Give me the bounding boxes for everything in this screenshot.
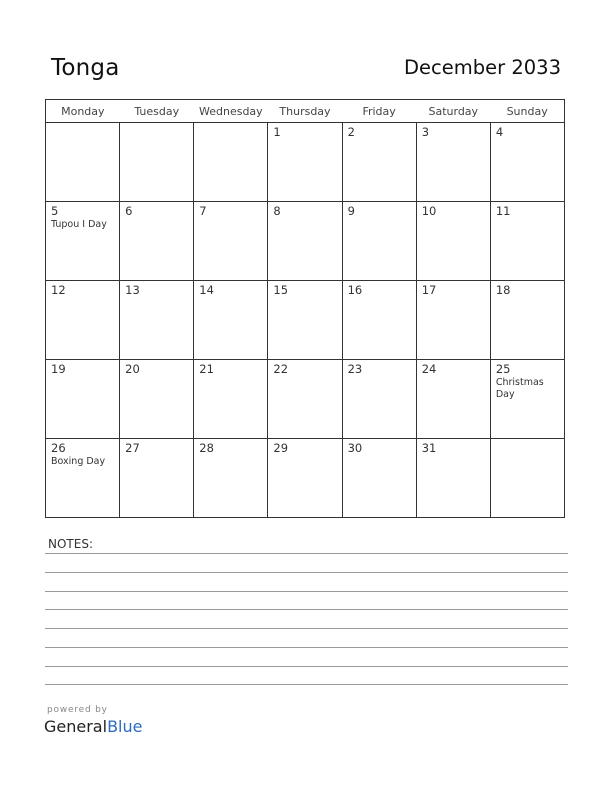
weekday-wednesday: Wednesday <box>194 100 268 123</box>
day-cell <box>46 202 120 281</box>
day-number: 14 <box>199 283 214 297</box>
day-number: 11 <box>495 204 511 218</box>
day-cell <box>120 360 194 439</box>
day-number: 15 <box>273 283 289 297</box>
note-line <box>45 647 568 648</box>
weekday-sunday: Sunday <box>490 100 564 123</box>
week-row <box>46 281 565 360</box>
day-cell <box>342 360 416 439</box>
day-number: 2 <box>347 125 355 139</box>
day-number: 18 <box>495 283 511 297</box>
holiday-label: Boxing Day <box>51 456 106 467</box>
powered-by-text: powered by <box>47 705 108 715</box>
day-cell <box>194 202 268 281</box>
day-number: 4 <box>495 125 504 139</box>
day-cell <box>46 281 120 360</box>
day-cell <box>194 439 268 518</box>
day-cell <box>342 202 416 281</box>
day-cell <box>416 123 490 202</box>
note-line <box>45 591 568 592</box>
weekday-monday: Monday <box>46 100 120 123</box>
weekday-saturday: Saturday <box>416 100 490 123</box>
note-line <box>45 609 568 610</box>
note-line <box>45 666 568 667</box>
day-number: 19 <box>51 362 66 376</box>
day-cell <box>120 202 194 281</box>
brand-part-general: General <box>44 717 108 736</box>
day-cell <box>268 360 342 439</box>
day-cell <box>342 281 416 360</box>
note-line <box>45 684 568 685</box>
day-number: 16 <box>347 283 363 297</box>
day-cell <box>490 123 564 202</box>
day-number: 10 <box>421 204 437 218</box>
day-number: 9 <box>347 204 355 218</box>
day-cell <box>416 281 490 360</box>
day-cell <box>194 360 268 439</box>
month-year-title: December 2033 <box>404 56 561 79</box>
week-row <box>46 202 565 281</box>
day-cell <box>120 123 194 202</box>
day-number: 21 <box>199 362 214 376</box>
day-cell <box>120 439 194 518</box>
day-cell <box>194 123 268 202</box>
day-cell <box>268 202 342 281</box>
holiday-label: Tupou I Day <box>51 219 107 230</box>
day-cell <box>120 281 194 360</box>
note-line <box>45 553 568 554</box>
day-number: 3 <box>421 125 430 139</box>
day-number: 22 <box>273 362 289 376</box>
day-number: 8 <box>273 204 281 218</box>
day-cell <box>342 439 416 518</box>
day-number: 13 <box>125 283 140 297</box>
day-number: 6 <box>125 204 133 218</box>
weekday-thursday: Thursday <box>268 100 342 123</box>
day-number: 29 <box>273 441 289 455</box>
day-number: 23 <box>347 362 363 376</box>
day-cell <box>416 202 490 281</box>
day-cell <box>268 439 342 518</box>
day-number: 24 <box>421 362 437 376</box>
week-row <box>46 360 565 439</box>
day-cell <box>490 439 564 518</box>
note-line <box>45 628 568 629</box>
weekday-header-row <box>46 100 565 123</box>
day-cell <box>490 360 564 439</box>
weekday-friday: Friday <box>342 100 416 123</box>
country-title: Tonga <box>51 55 120 81</box>
day-number: 26 <box>51 441 66 455</box>
day-number: 17 <box>421 283 437 297</box>
day-number: 30 <box>347 441 363 455</box>
week-row <box>46 123 565 202</box>
day-cell <box>46 360 120 439</box>
day-cell <box>268 123 342 202</box>
day-number: 20 <box>125 362 140 376</box>
day-number: 27 <box>125 441 140 455</box>
brand-part-blue: Blue <box>107 717 143 736</box>
day-cell <box>342 123 416 202</box>
day-cell <box>194 281 268 360</box>
day-cell <box>268 281 342 360</box>
generalblue-logo <box>44 717 142 736</box>
day-cell <box>46 123 120 202</box>
holiday-label: Christmas Day <box>495 377 544 400</box>
weekday-tuesday: Tuesday <box>120 100 194 123</box>
day-cell <box>490 281 564 360</box>
week-row <box>46 439 565 518</box>
day-number: 1 <box>273 125 281 139</box>
calendar-grid <box>45 99 565 518</box>
day-number: 25 <box>495 362 511 376</box>
day-number: 31 <box>421 441 437 455</box>
notes-label: NOTES: <box>48 537 93 551</box>
day-cell <box>416 360 490 439</box>
day-number: 12 <box>51 283 66 297</box>
day-number: 7 <box>199 204 207 218</box>
note-line <box>45 572 568 573</box>
day-cell <box>46 439 120 518</box>
day-number: 5 <box>51 204 59 218</box>
day-cell <box>416 439 490 518</box>
day-cell <box>490 202 564 281</box>
day-number: 28 <box>199 441 214 455</box>
